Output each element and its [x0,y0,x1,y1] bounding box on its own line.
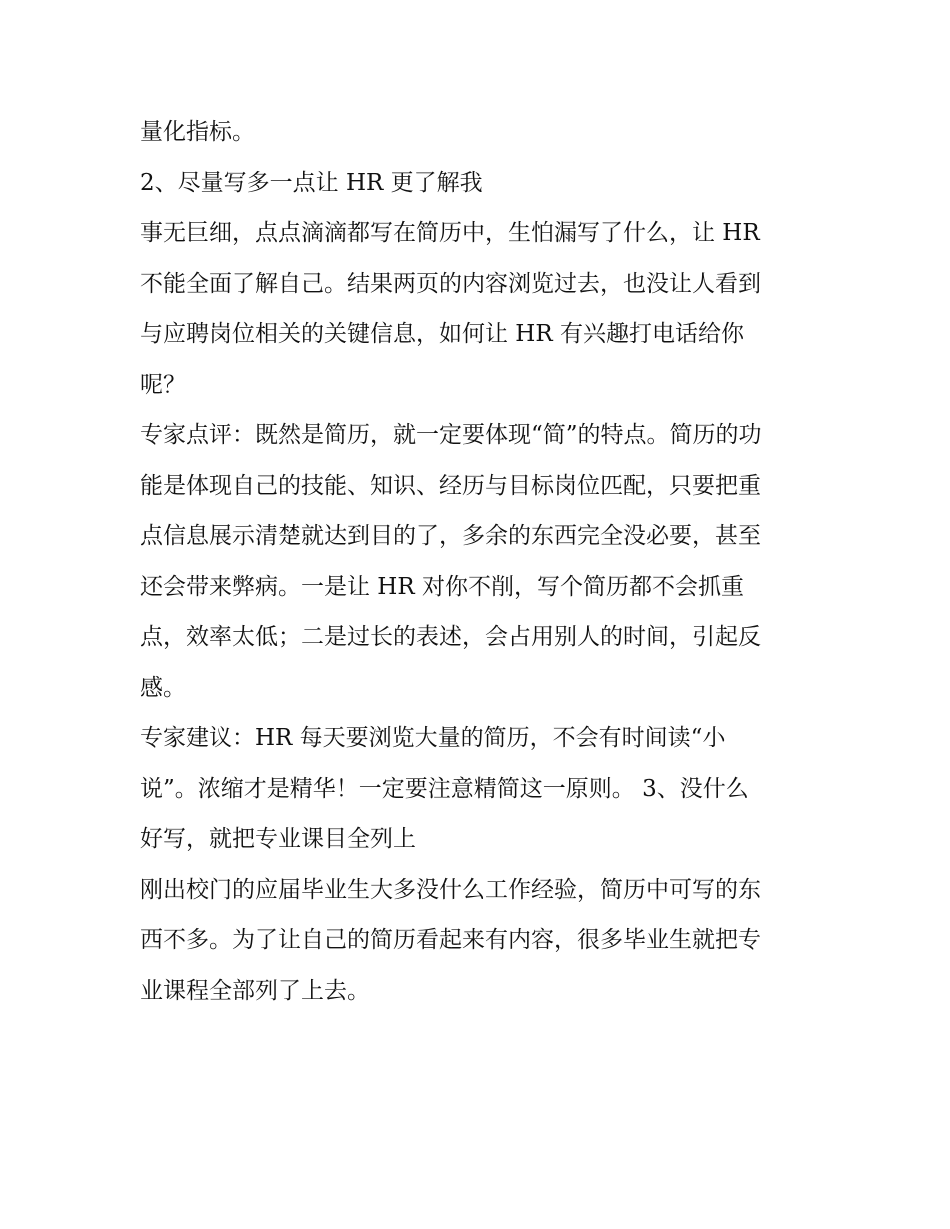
text-line: 不能全面了解自己。结果两页的内容浏览过去，也没让人看到 [140,270,761,297]
text-line: 刚出校门的应届毕业生大多没什么工作经验，简历中可写的东 [140,876,761,903]
text-line: 感。 [140,674,186,701]
text-line: 西不多。为了让自己的简历看起来有内容，很多毕业生就把专 [140,927,761,953]
text-line: 点信息展示清楚就达到目的了，多余的东西完全没必要，甚至 [140,523,761,549]
expert-advice-line: 专家建议：HR 每天要浏览大量的简历，不会有时间读“小 [140,725,726,751]
expert-comment-line: 专家点评：既然是简历，就一定要体现“简”的特点。简历的功 [140,422,762,448]
text-line: 事无巨细，点点滴滴都写在简历中，生怕漏写了什么，让 HR [140,220,760,246]
section-heading: 2、尽量写多一点让 HR 更了解我 [140,169,483,196]
text-line: 好写，就把专业课目全列上 [140,826,416,852]
text-line: 呢？ [140,371,186,398]
text-line: 说”。浓缩才是精华！一定要注意精简这一原则。 3、没什么 [140,775,749,802]
text-line: 能是体现自己的技能、知识、经历与目标岗位匹配，只要把重 [140,472,761,499]
text-line: 业课程全部列了上去。 [140,977,370,1004]
body-text [140,107,820,1016]
text-line: 量化指标。 [140,119,255,145]
text-line: 点，效率太低；二是过长的表述，会占用别人的时间，引起反 [140,624,761,650]
text-line: 还会带来弊病。一是让 HR 对你不削，写个简历都不会抓重 [140,573,744,600]
text-line: 与应聘岗位相关的关键信息，如何让 HR 有兴趣打电话给你 [140,321,744,347]
